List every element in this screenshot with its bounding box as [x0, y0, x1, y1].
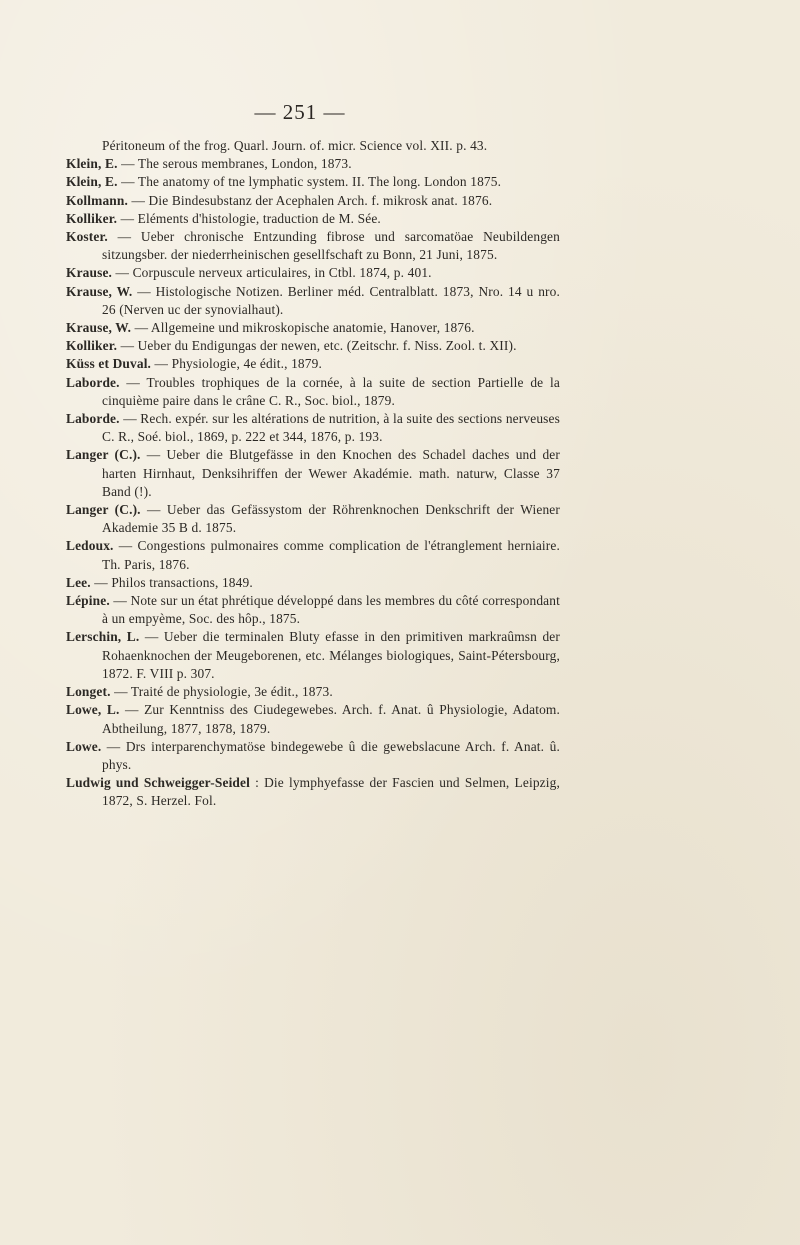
entry-author: Klein, E. — [66, 156, 118, 172]
entry-text: — Ueber das Gefässystom der Röhrenknochen Denkschrift der Wiener Akademie 35 B d. 1875. — [102, 502, 560, 536]
entry-text: — Physiologie, 4e édit., 1879. — [151, 356, 322, 372]
entry-text: — Congestions pulmonaires comme complication de l'étranglement herniaire. Th. Paris, 1876. — [102, 538, 560, 572]
entry-author: Ledoux. — [66, 538, 114, 554]
entry-text: — Philos transactions, 1849. — [90, 574, 253, 590]
bibliography-entry — [66, 501, 560, 537]
entry-text: — Drs interparenchymatöse bindegewebe û die gewebslacune Arch. f. Anat. û. phys. — [101, 738, 560, 772]
bibliography-entry — [66, 774, 560, 810]
entry-author: Krause, W. — [66, 283, 133, 299]
bibliography-entry — [66, 446, 560, 501]
bibliography-entry — [66, 137, 560, 155]
entry-text: — Zur Kenntniss des Ciudegewebes. Arch. f. Anat. û Physiologie, Adatom. Abtheilung, 1877, 1878, 1879. — [102, 702, 560, 736]
bibliography-entry — [66, 592, 560, 628]
page-number: — 251 — — [254, 100, 346, 124]
bibliography-entry — [66, 264, 560, 282]
bibliography-list — [66, 137, 560, 811]
entry-author: Longet. — [66, 684, 111, 700]
bibliography-entry — [66, 574, 560, 592]
bibliography-entry — [66, 410, 560, 446]
entry-text: — Die Bindesubstanz der Acephalen Arch. f. mikrosk anat. 1876. — [128, 192, 493, 208]
entry-author: Lee. — [66, 574, 91, 590]
entry-author: Lowe, L. — [66, 702, 120, 718]
entry-author: Laborde. — [66, 374, 120, 390]
bibliography-entry — [66, 228, 560, 264]
entry-text: — Ueber die Blutgefässe in den Knochen des Schadel daches und der harten Hirnhaut, Denksihriffen der Wewer Akadémie. math. naturw, Classe 37 Band (!). — [102, 447, 560, 499]
bibliography-entry — [66, 628, 560, 683]
entry-author: Kollmann. — [66, 192, 128, 208]
bibliography-entry — [66, 192, 560, 210]
entry-author: Kolliker. — [66, 338, 118, 354]
entry-author: Klein, E. — [66, 174, 118, 190]
entry-author: Krause. — [66, 265, 113, 281]
bibliography-entry — [66, 683, 560, 701]
entry-author: Krause, W. — [66, 320, 132, 336]
entry-text: — Ueber du Endigungas der newen, etc. (Zeitschr. f. Niss. Zool. t. XII). — [117, 338, 517, 354]
entry-author: Kolliker. — [66, 210, 118, 226]
entry-author: Laborde. — [66, 411, 120, 427]
entry-text: : Die lymphyefasse der Fascien und Selmen, Leipzig, 1872, S. Herzel. Fol. — [102, 775, 560, 809]
bibliography-entry — [66, 537, 560, 573]
entry-text: — Troubles trophiques de la cornée, à la suite de section Partielle de la cinquième paire dans le crâne C. R., Soc. biol., 1879. — [102, 374, 560, 408]
entry-text: — Ueber die terminalen Bluty efasse in den primitiven markraûmsn der Rohaenknochen der Meugeborenen, etc. Mélanges biologiques, Saint-Pétersbourg, 1872. F. VIII p. 307. — [102, 629, 560, 681]
bibliography-entry — [66, 173, 560, 191]
entry-text: — Allgemeine und mikroskopische anatomie, Hanover, 1876. — [131, 320, 475, 336]
bibliography-entry — [66, 374, 560, 410]
bibliography-entry — [66, 155, 560, 173]
entry-author: Langer (C.). — [66, 447, 141, 463]
entry-text: — Ueber chronische Entzunding fibrose und sarcomatöae Neubildengen sitzungsber. der niederrheinischen gesellfschaft zu Bonn, 21 Juni, 1875. — [102, 229, 560, 263]
bibliography-entry — [66, 337, 560, 355]
entry-text: Péritoneum of the frog. Quarl. Journ. of. micr. Science vol. XII. p. 43. — [102, 138, 488, 153]
entry-author: Koster. — [66, 229, 108, 245]
bibliography-entry — [66, 319, 560, 337]
entry-author: Langer (C.). — [66, 502, 141, 518]
entry-author: Küss et Duval. — [66, 356, 152, 372]
bibliography-entry — [66, 210, 560, 228]
bibliography-entry — [66, 283, 560, 319]
entry-text: — The serous membranes, London, 1873. — [117, 156, 352, 172]
bibliography-entry — [66, 738, 560, 774]
entry-author: Lerschin, L. — [66, 629, 140, 645]
entry-text: — Eléments d'histologie, traduction de M. Sée. — [117, 210, 381, 226]
entry-text: — Note sur un état phrétique développé dans les membres du côté correspondant à un empyème, Soc. des hôp., 1875. — [102, 593, 560, 627]
entry-text: — The anatomy of tne lymphatic system. II. The long. London 1875. — [117, 174, 502, 190]
bibliography-entry — [66, 355, 560, 373]
entry-author: Lépine. — [66, 593, 110, 609]
entry-author: Ludwig und Schweigger-Seidel — [66, 775, 250, 791]
entry-text: — Corpuscule nerveux articulaires, in Ctbl. 1874, p. 401. — [112, 265, 432, 281]
entry-text: — Traité de physiologie, 3e édit., 1873. — [110, 684, 333, 700]
bibliography-entry — [66, 701, 560, 737]
entry-author: Lowe. — [66, 738, 102, 754]
entry-text: — Histologische Notizen. Berliner méd. Centralblatt. 1873, Nro. 14 u nro. 26 (Nerven uc der synovialhaut). — [102, 283, 560, 317]
entry-text: — Rech. expér. sur les altérations de nutrition, à la suite des sections nerveuses C. R., Soé. biol., 1869, p. 222 et 344, 1876, p. 193. — [102, 411, 560, 445]
